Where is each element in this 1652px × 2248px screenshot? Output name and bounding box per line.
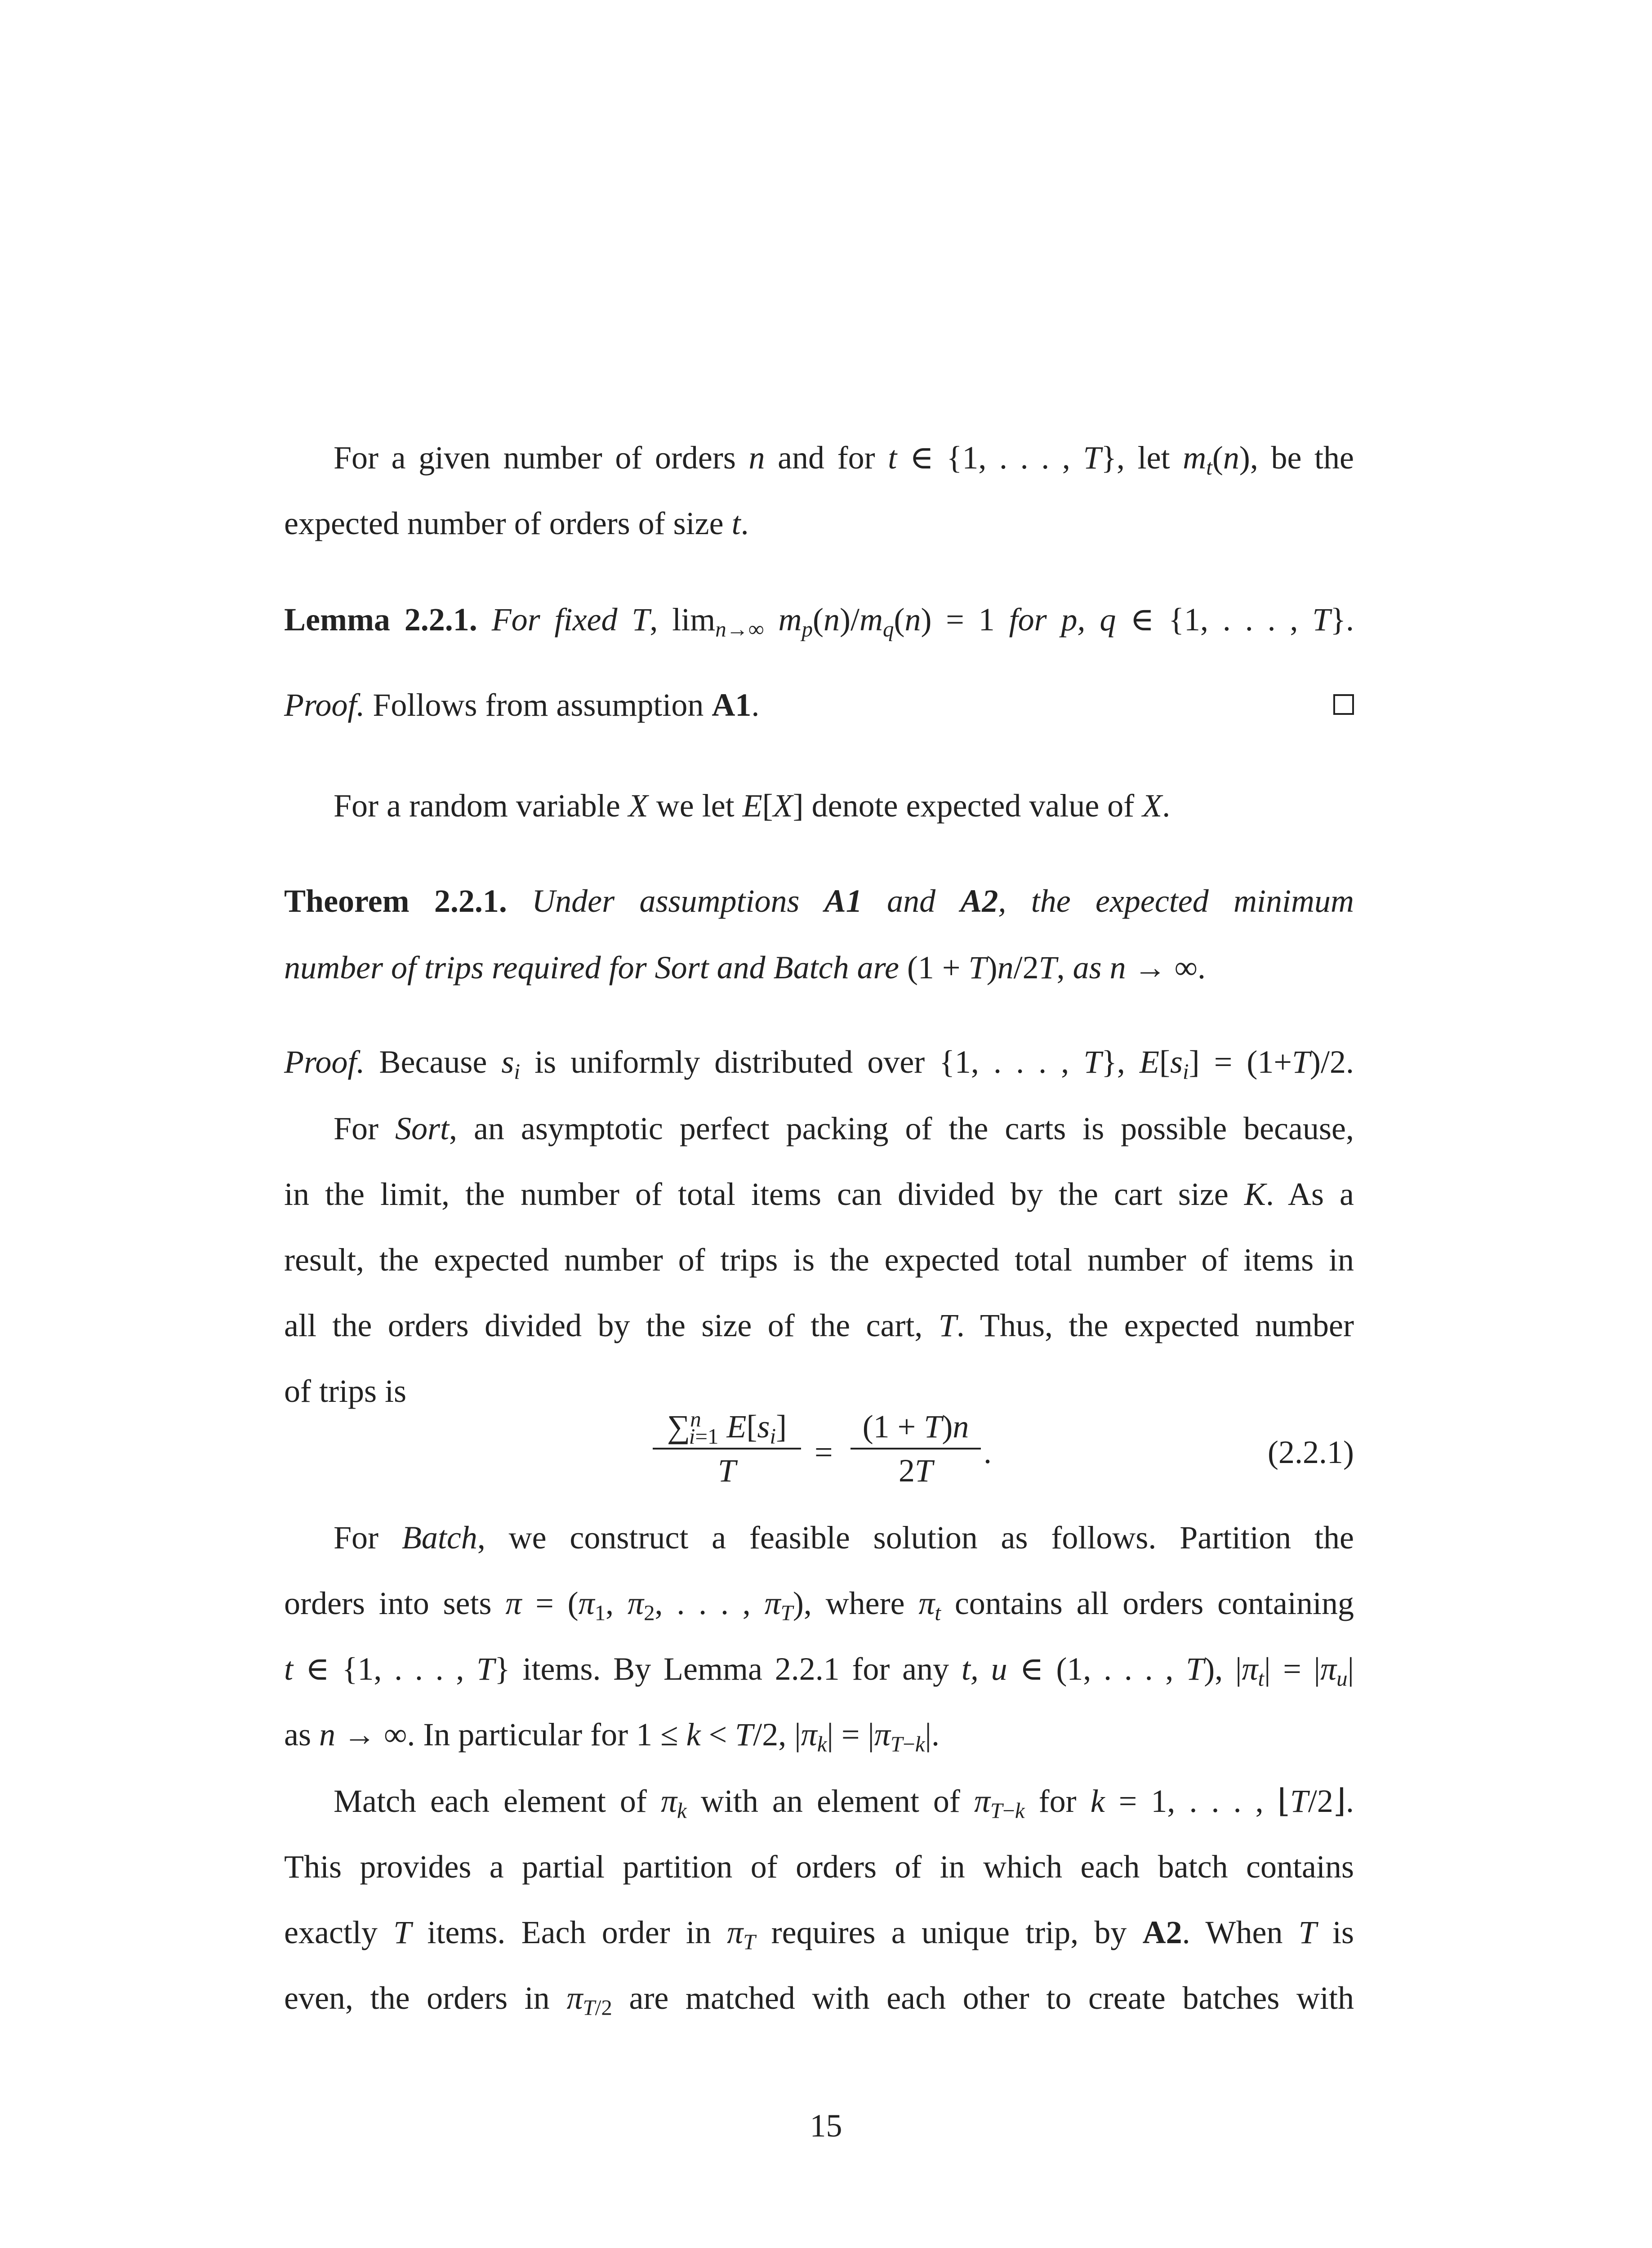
proof-line: Proof. Follows from assumption A1. bbox=[284, 683, 1354, 727]
paragraph-line: orders into sets $\pi = (\pi_1$, $\pi_2$, . . . , $\pi_T$), where $\pi_t$ contains all orders containing bbox=[284, 1585, 1354, 1625]
paragraph-line: Match each element of $\pi_k$ with an element of $\pi_{T-k}$ for k = 1, . . . , ⌊T/2⌋. bbox=[334, 1783, 1354, 1823]
paragraph-line: This provides a partial partition of orders of in which each batch contains bbox=[284, 1849, 1354, 1885]
proof-line: Proof. Because $s_i$ is uniformly distributed over {1, . . . , T}, $E[s_i] = (1+T)/2$. bbox=[284, 1044, 1354, 1084]
paragraph-line: exactly T items. Each order in $\pi_T$ requires a unique trip, by A2. When T is bbox=[284, 1914, 1354, 1954]
paragraph-line: as n → ∞. In particular for 1 ≤ k < T/2, $|\pi_k| = |\pi_{T-k}|$. bbox=[284, 1717, 940, 1757]
theorem-statement: number of trips required for Sort and Batch are (1 + T)n/2T, as n → ∞. bbox=[284, 950, 1206, 986]
paragraph-line: result, the expected number of trips is the expected total number of items in bbox=[284, 1242, 1354, 1278]
equation-equals-sign: = bbox=[815, 1434, 833, 1470]
paragraph-line: in the limit, the number of total items can divided by the cart size K. As a bbox=[284, 1176, 1354, 1212]
equation-number: (2.2.1) bbox=[1268, 1434, 1354, 1470]
paragraph-line: For Sort, an asymptotic perfect packing of the carts is possible because, bbox=[334, 1111, 1354, 1146]
paragraph-line: of trips is bbox=[284, 1373, 407, 1409]
paragraph-line: expected number of orders of size t. bbox=[284, 505, 749, 541]
theorem-statement: Theorem 2.2.1. Under assumptions A1 and A2, the expected minimum bbox=[284, 883, 1354, 919]
paragraph-line: For Batch, we construct a feasible solution as follows. Partition the bbox=[334, 1520, 1354, 1556]
equation-fraction-right: (1 + T)n 2T bbox=[850, 1407, 981, 1490]
display-equation bbox=[284, 1407, 1354, 1497]
paragraph-line: all the orders divided by the size of the cart, T. Thus, the expected number bbox=[284, 1307, 1354, 1343]
qed-square-icon bbox=[1333, 694, 1354, 715]
paragraph-line: For a random variable X we let E[X] denote expected value of X. bbox=[334, 788, 1171, 824]
paragraph-line: t ∈ {1, . . . , T} items. By Lemma 2.2.1 for any t, u ∈ (1, . . . , T), $|\pi_t| = |\pi_u|$ bbox=[284, 1651, 1354, 1691]
equation-fraction-left: ∑$^n_{i=1}$ $E[s_i]$ T bbox=[653, 1407, 801, 1490]
lemma-statement: Lemma 2.2.1. For fixed T, $\lim_{n\to\infty} m_p(n)/m_q(n) = 1$ for p, q ∈ {1, . . . , T}. bbox=[284, 602, 1354, 642]
paragraph-line: even, the orders in $\pi_{T/2}$ are matched with each other to create batches with bbox=[284, 1980, 1354, 2020]
page-number: 15 bbox=[810, 2108, 842, 2144]
paragraph-line: For a given number of orders n and for t ∈ {1, . . . , T}, let $m_t(n)$, be the bbox=[334, 440, 1354, 480]
equation-period: . bbox=[984, 1434, 992, 1470]
